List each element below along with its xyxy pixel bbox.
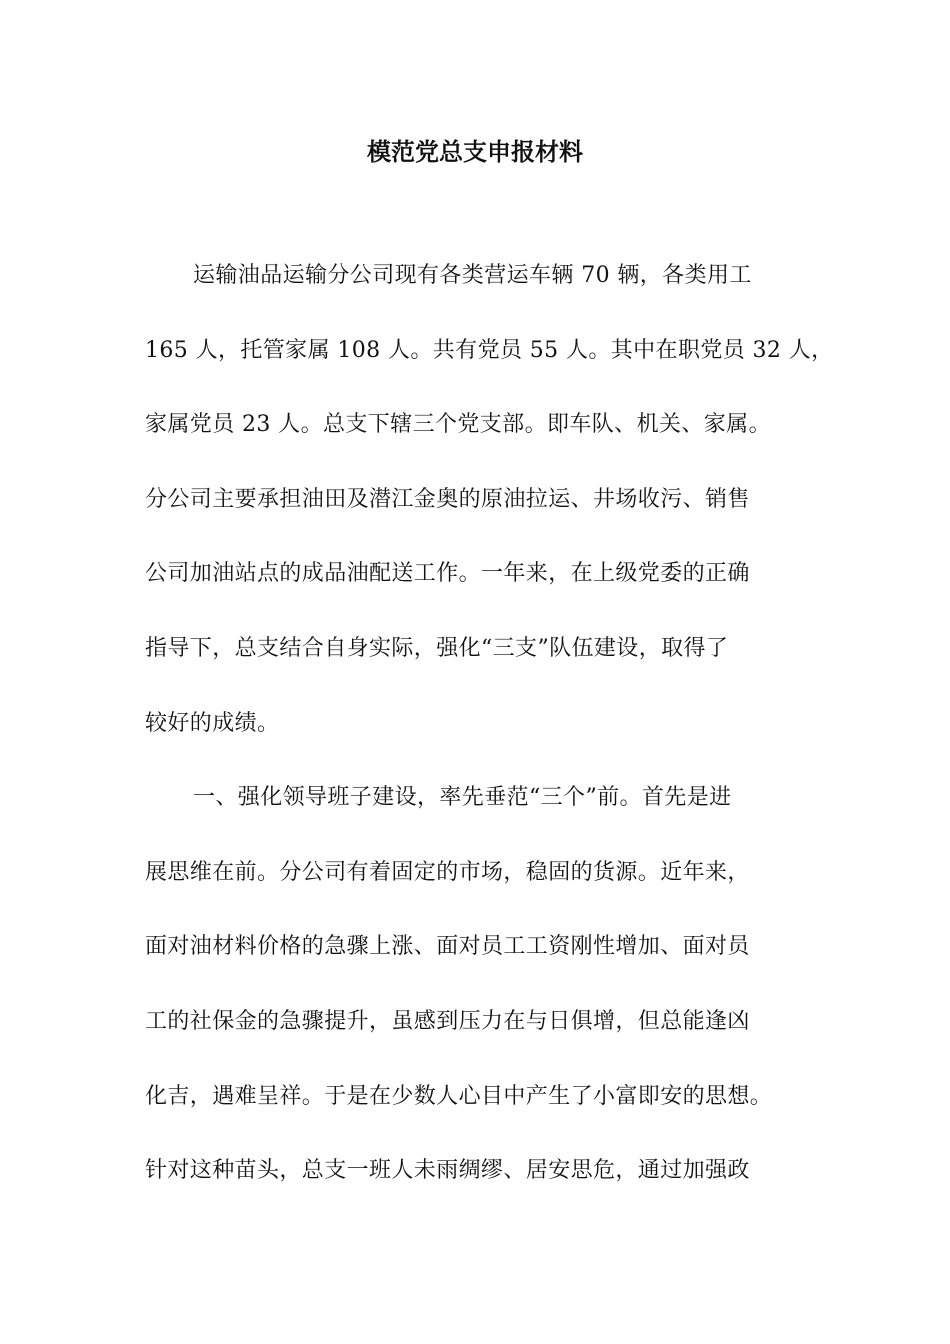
paragraph-line: 指导下，总支结合自身实际，强化“三支”队伍建设，取得了 bbox=[145, 635, 729, 661]
document-title: 模范党总支申报材料 bbox=[367, 137, 583, 166]
paragraph-line: 运输油品运输分公司现有各类营运车辆 70 辆，各类用工 bbox=[193, 263, 752, 288]
paragraph-line: 较好的成绩。 bbox=[145, 710, 280, 736]
paragraph-line: 家属党员 23 人。总支下辖三个党支部。即车队、机关、家属。 bbox=[145, 412, 771, 438]
paragraph-line: 针对这种苗头，总支一班人未雨绸缪、居安思危，通过加强政 bbox=[145, 1158, 750, 1184]
document-body bbox=[145, 256, 835, 1226]
paragraph-line: 化吉，遇难呈祥。于是在少数人心目中产生了小富即安的思想。 bbox=[145, 1083, 773, 1109]
paragraph-line: 工的社保金的急骤提升，虽感到压力在与日俱增，但总能逢凶 bbox=[145, 1008, 750, 1034]
paragraph-line: 公司加油站点的成品油配送工作。一年来，在上级党委的正确 bbox=[145, 561, 750, 587]
paragraph-line: 展思维在前。分公司有着固定的市场，稳固的货源。近年来， bbox=[145, 859, 750, 885]
paragraph-line: 面对油材料价格的急骤上涨、面对员工工资刚性增加、面对员 bbox=[145, 934, 750, 960]
paragraph-line: 一、强化领导班子建设，率先垂范“三个”前。首先是进 bbox=[193, 785, 732, 811]
paragraph-line: 分公司主要承担油田及潜江金奥的原油拉运、井场收污、销售 bbox=[145, 486, 750, 512]
paragraph-line: 165 人，托管家属 108 人。共有党员 55 人。其中在职党员 32 人， bbox=[145, 337, 834, 363]
